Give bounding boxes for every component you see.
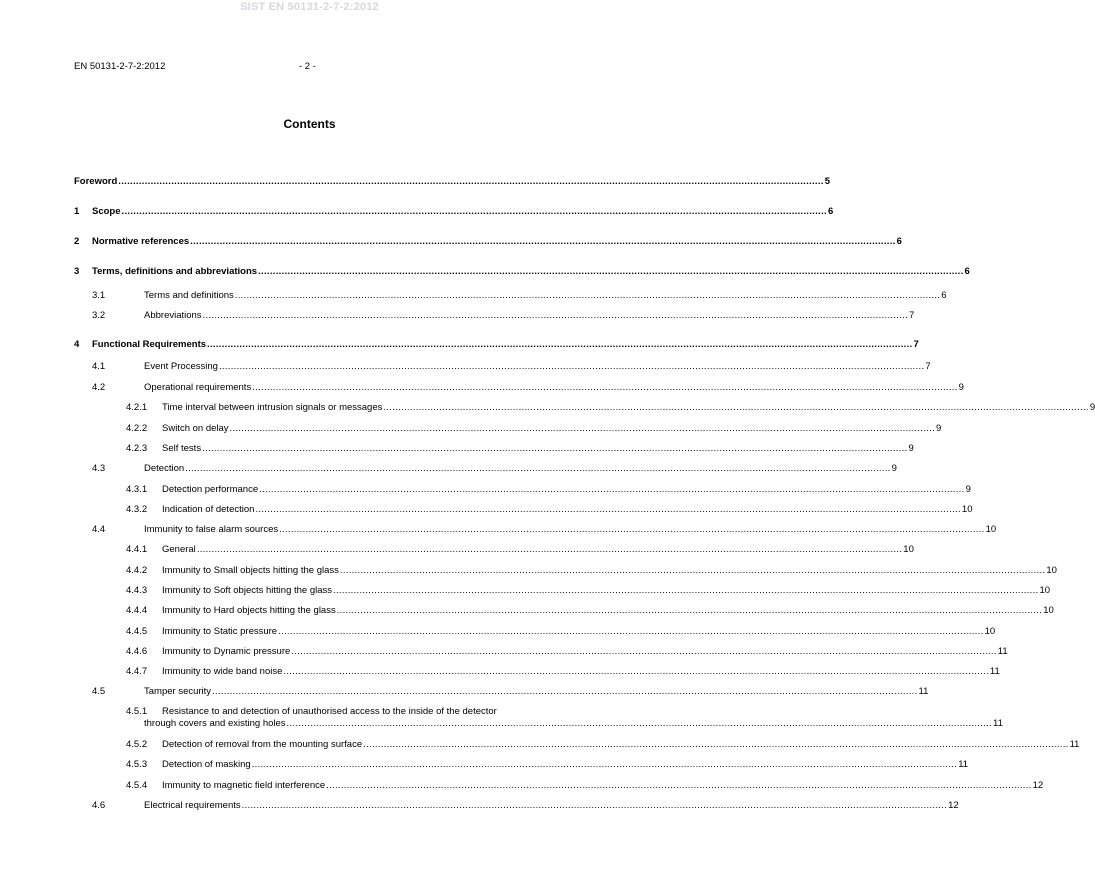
toc-entry-page: 9 bbox=[908, 443, 914, 454]
toc-entry-title: Abbreviations bbox=[144, 310, 202, 321]
toc-entry-number: 4.2.1 bbox=[126, 402, 148, 413]
toc-entry-number: 4.4.7 bbox=[126, 666, 148, 677]
toc-entry-number: 2 bbox=[74, 236, 80, 247]
toc-entry-title: Operational requirements bbox=[144, 382, 252, 393]
toc-entry-number: 3 bbox=[74, 266, 80, 277]
toc-entry-page: 11 bbox=[989, 666, 1000, 677]
toc-entry-page: 11 bbox=[997, 646, 1008, 657]
toc-leader-dots: ................................................................................................................................................................................................................................................ bbox=[202, 310, 909, 321]
toc-entry-title: Immunity to Soft objects hitting the glass bbox=[162, 585, 333, 596]
toc-leader-dots: ................................................................................................................................................................................................................................................ bbox=[212, 686, 918, 697]
toc-leader-dots: ................................................................................................................................................................................................................................................ bbox=[241, 800, 948, 811]
toc-entry-number: 4.3.2 bbox=[126, 504, 148, 515]
toc-entry-title: Normative references bbox=[92, 236, 190, 247]
contents-title: Contents bbox=[283, 117, 336, 131]
toc-entry-page: 9 bbox=[891, 463, 897, 474]
toc-leader-dots: ................................................................................................................................................................................................................................................ bbox=[218, 361, 925, 372]
toc-entry-title: Terms, definitions and abbreviations bbox=[92, 266, 258, 277]
toc-entry-page: 10 bbox=[985, 524, 997, 535]
toc-leader-dots: ................................................................................................................................................................................................................................................ bbox=[251, 759, 958, 770]
toc-entry-title: Functional Requirements bbox=[92, 339, 207, 350]
toc-entry-title: Indication of detection bbox=[162, 504, 255, 515]
toc-leader-dots: ................................................................................................................................................................................................................................................ bbox=[336, 605, 1043, 616]
toc-entry-page: 10 bbox=[984, 626, 996, 637]
toc-leader-dots: ................................................................................................................................................................................................................................................ bbox=[202, 443, 908, 454]
toc-entry-title: Detection of masking bbox=[162, 759, 251, 770]
toc-entry-title: Immunity to Hard objects hitting the glass bbox=[162, 605, 336, 616]
toc-entry-number: 4.1 bbox=[92, 361, 106, 372]
toc-entry-number: 4.5.3 bbox=[126, 759, 148, 770]
toc-entry-number: 4.2 bbox=[92, 382, 106, 393]
toc-entry-title: Event Processing bbox=[144, 361, 218, 372]
toc-entry-title: Foreword bbox=[74, 176, 118, 187]
toc-entry-title: Immunity to Dynamic pressure bbox=[162, 646, 291, 657]
toc-entry-title: Time interval between intrusion signals or messages bbox=[162, 402, 383, 413]
toc-leader-dots: ................................................................................................................................................................................................................................................ bbox=[286, 718, 992, 729]
toc-entry-page: 10 bbox=[1046, 565, 1057, 576]
toc-leader-dots: ................................................................................................................................................................................................................................................ bbox=[283, 666, 989, 677]
toc-entry-title: General bbox=[162, 544, 196, 555]
toc-leader-dots: ................................................................................................................................................................................................................................................ bbox=[234, 290, 941, 301]
toc-entry-page: 11 bbox=[1069, 739, 1080, 750]
toc-entry-page: 7 bbox=[909, 310, 915, 321]
toc-entry-page: 7 bbox=[925, 361, 931, 372]
toc-leader-dots: ................................................................................................................................................................................................................................................ bbox=[255, 504, 961, 515]
toc-leader-dots: ................................................................................................................................................................................................................................................ bbox=[121, 206, 827, 217]
toc-entry-number: 4.3 bbox=[92, 463, 106, 474]
toc-leader-dots: ................................................................................................................................................................................................................................................ bbox=[278, 626, 984, 637]
toc-entry-number: 4.4.1 bbox=[126, 544, 148, 555]
toc-leader-dots: ................................................................................................................................................................................................................................................ bbox=[383, 402, 1089, 413]
toc-entry-page: 10 bbox=[1043, 605, 1054, 616]
toc-entry-page: 12 bbox=[948, 800, 959, 811]
watermark: SIST EN 50131-2-7-2:2012 bbox=[240, 1, 379, 13]
toc-entry-page: 11 bbox=[918, 686, 929, 697]
toc-entry-number: 4.2.2 bbox=[126, 423, 148, 434]
toc-entry-number: 4.5.2 bbox=[126, 739, 148, 750]
toc-leader-dots: ................................................................................................................................................................................................................................................ bbox=[185, 463, 891, 474]
toc-entry-number: 3.1 bbox=[92, 290, 106, 301]
toc-entry-page: 10 bbox=[961, 504, 973, 515]
toc-entry-page: 7 bbox=[913, 339, 919, 350]
toc-entry-title: Switch on delay bbox=[162, 423, 229, 434]
toc-entry-number: 4.3.1 bbox=[126, 484, 148, 495]
toc-entry-title: Terms and definitions bbox=[144, 290, 234, 301]
toc-entry-number: 4.4 bbox=[92, 524, 106, 535]
toc-leader-dots: ................................................................................................................................................................................................................................................ bbox=[279, 524, 985, 535]
toc-entry-title: Immunity to Small objects hitting the glass bbox=[162, 565, 339, 576]
toc-leader-dots: ................................................................................................................................................................................................................................................ bbox=[118, 176, 824, 187]
toc-entry-page: 6 bbox=[896, 236, 902, 247]
toc-entry-page: 11 bbox=[958, 759, 969, 770]
toc-entry-title: Detection bbox=[144, 463, 185, 474]
toc-entry-page: 10 bbox=[903, 544, 914, 555]
toc-leader-dots: ................................................................................................................................................................................................................................................ bbox=[252, 382, 958, 393]
toc-entry-number: 4.4.5 bbox=[126, 626, 148, 637]
toc-entry-page: 5 bbox=[824, 176, 831, 187]
toc-entry-number: 3.2 bbox=[92, 310, 106, 321]
toc-entry-title: Resistance to and detection of unauthorised access to the inside of the detector bbox=[162, 706, 497, 717]
toc-leader-dots: ................................................................................................................................................................................................................................................ bbox=[326, 780, 1032, 791]
toc-entry-title: Self tests bbox=[162, 443, 202, 454]
toc-leader-dots: ................................................................................................................................................................................................................................................ bbox=[339, 565, 1046, 576]
toc-entry-number: 4.5.1 bbox=[126, 706, 148, 717]
toc-entry-number: 4.6 bbox=[92, 800, 106, 811]
document-id: EN 50131-2-7-2:2012 bbox=[74, 61, 166, 72]
toc-entry-title: Detection of removal from the mounting surface bbox=[162, 739, 363, 750]
toc-entry-number: 4.5.4 bbox=[126, 780, 148, 791]
page-number: - 2 - bbox=[299, 61, 316, 72]
toc-leader-dots: ................................................................................................................................................................................................................................................ bbox=[190, 236, 896, 247]
toc-leader-dots: ................................................................................................................................................................................................................................................ bbox=[258, 266, 964, 277]
toc-entry-number: 4 bbox=[74, 339, 80, 350]
toc-leader-dots: ................................................................................................................................................................................................................................................ bbox=[259, 484, 965, 495]
toc-leader-dots: ................................................................................................................................................................................................................................................ bbox=[196, 544, 903, 555]
toc-entry-title: Immunity to false alarm sources bbox=[144, 524, 279, 535]
toc-entry-page: 9 bbox=[936, 423, 942, 434]
toc-entry-page: 6 bbox=[964, 266, 970, 277]
toc-entry-page: 9 bbox=[958, 382, 964, 393]
toc-entry-title-continued: through covers and existing holes bbox=[144, 718, 286, 729]
toc-entry-page: 6 bbox=[827, 206, 834, 217]
toc-entry-page: 10 bbox=[1039, 585, 1051, 596]
toc-entry-title: Tamper security bbox=[144, 686, 212, 697]
toc-leader-dots: ................................................................................................................................................................................................................................................ bbox=[333, 585, 1039, 596]
toc-entry-page: 9 bbox=[1089, 402, 1095, 413]
toc-entry-page: 12 bbox=[1032, 780, 1044, 791]
toc-entry-title: Immunity to magnetic field interference bbox=[162, 780, 326, 791]
toc-entry-number: 4.2.3 bbox=[126, 443, 148, 454]
toc-leader-dots: ................................................................................................................................................................................................................................................ bbox=[291, 646, 997, 657]
toc-entry-page: 6 bbox=[941, 290, 947, 301]
toc-entry-number: 4.4.6 bbox=[126, 646, 148, 657]
toc-leader-dots: ................................................................................................................................................................................................................................................ bbox=[207, 339, 913, 350]
toc-entry-title: Immunity to Static pressure bbox=[162, 626, 278, 637]
toc-entry-number: 1 bbox=[74, 206, 80, 217]
toc-entry-number: 4.4.3 bbox=[126, 585, 148, 596]
toc-entry-title: Scope bbox=[92, 206, 121, 217]
toc-entry-page: 9 bbox=[965, 484, 971, 495]
toc-entry-title: Detection performance bbox=[162, 484, 259, 495]
toc-leader-dots: ................................................................................................................................................................................................................................................ bbox=[363, 739, 1069, 750]
toc-entry-number: 4.4.4 bbox=[126, 605, 148, 616]
toc-entry-number: 4.5 bbox=[92, 686, 106, 697]
toc-entry-title: Immunity to wide band noise bbox=[162, 666, 283, 677]
toc-entry-title: Electrical requirements bbox=[144, 800, 241, 811]
toc-entry-page: 11 bbox=[993, 718, 1003, 729]
toc-entry-number: 4.4.2 bbox=[126, 565, 148, 576]
toc-leader-dots: ................................................................................................................................................................................................................................................ bbox=[229, 423, 936, 434]
